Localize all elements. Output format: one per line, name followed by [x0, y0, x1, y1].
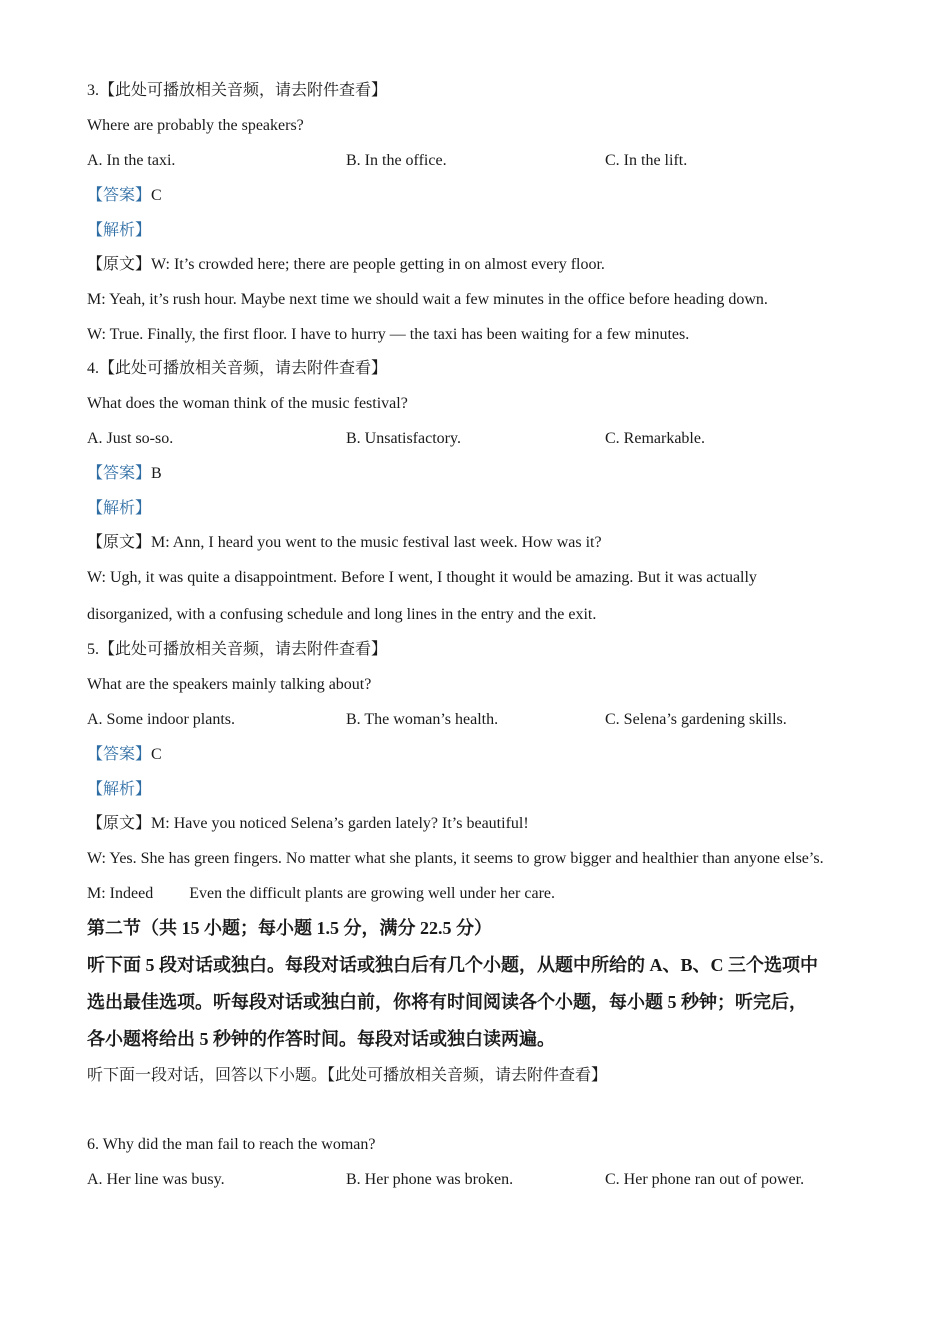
- answer-tag: 【答案】: [87, 746, 152, 763]
- q4-option-c: C. Remarkable.: [605, 430, 705, 447]
- q3-transcript-3: W: True. Finally, the first floor. I have to hurry — the taxi has been waiting for a few minutes.: [87, 326, 690, 343]
- answer-tag: 【答案】: [87, 187, 152, 204]
- q3-transcript-2: M: Yeah, it’s rush hour. Maybe next time we should wait a few minutes in the office before heading down.: [87, 291, 768, 308]
- section-instructions-3: 各小题将给出 5 秒钟的作答时间。每段对话或独白读两遍。: [87, 1029, 555, 1049]
- answer-value: C: [151, 746, 162, 763]
- q5-transcript-2: W: Yes. She has green fingers. No matter what she plants, it seems to grow bigger and healthier than anyone else’s.: [87, 850, 824, 867]
- q6-option-a: A. Her line was busy.: [87, 1171, 225, 1188]
- q4-analysis-tag: 【解析】: [87, 500, 152, 517]
- section-instructions-1: 听下面 5 段对话或独白。每段对话或独白后有几个小题，从题中所给的 A、B、C 三个选项中: [87, 955, 818, 975]
- transcript-text-a: M: Indeed: [87, 885, 154, 902]
- q6-option-b: B. Her phone was broken.: [346, 1171, 514, 1188]
- q4-option-a: A. Just so-so.: [87, 430, 174, 447]
- q4-transcript-1: [87, 533, 602, 553]
- transcript-text: M: Have you noticed Selena’s garden lately? It’s beautiful!: [151, 815, 529, 832]
- q4-question: What does the woman think of the music festival?: [87, 395, 408, 412]
- q4-header: 4.【此处可播放相关音频，请去附件查看】: [87, 360, 388, 377]
- q4-option-b: B. Unsatisfactory.: [346, 430, 461, 447]
- q5-answer: [87, 745, 162, 765]
- q5-header: 5.【此处可播放相关音频，请去附件查看】: [87, 641, 388, 658]
- transcript-tag: 【原文】: [87, 534, 152, 551]
- transcript-text: W: It’s crowded here; there are people getting in on almost every floor.: [151, 256, 605, 273]
- q3-analysis-tag: 【解析】: [87, 222, 152, 239]
- transcript-tag: 【原文】: [87, 256, 152, 273]
- q6-option-c: C. Her phone ran out of power.: [605, 1171, 805, 1188]
- q5-option-c: C. Selena’s gardening skills.: [605, 711, 787, 728]
- transcript-tag: 【原文】: [87, 815, 152, 832]
- q5-option-a: A. Some indoor plants.: [87, 711, 235, 728]
- section-intro: 听下面一段对话，回答以下小题。【此处可播放相关音频，请去附件查看】: [87, 1067, 608, 1084]
- q5-transcript-3: [87, 884, 555, 904]
- q3-option-c: C. In the lift.: [605, 152, 688, 169]
- q5-options: [87, 710, 867, 730]
- q5-transcript-1: [87, 814, 529, 834]
- q3-answer: [87, 186, 162, 206]
- q3-question: Where are probably the speakers?: [87, 117, 304, 134]
- transcript-text: M: Ann, I heard you went to the music festival last week. How was it?: [151, 534, 602, 551]
- answer-tag: 【答案】: [87, 465, 152, 482]
- answer-value: C: [151, 187, 162, 204]
- q5-analysis-tag: 【解析】: [87, 781, 152, 798]
- q3-header: 3.【此处可播放相关音频，请去附件查看】: [87, 82, 388, 99]
- q4-options: [87, 429, 867, 449]
- q5-question: What are the speakers mainly talking about?: [87, 676, 372, 693]
- q3-options: [87, 151, 867, 171]
- section-instructions-2: 选出最佳选项。听每段对话或独白前，你将有时间阅读各个小题，每小题 5 秒钟；听完后，: [87, 992, 807, 1012]
- section-title: 第二节（共 15 小题；每小题 1.5 分，满分 22.5 分）: [87, 918, 492, 938]
- transcript-text-b: Even the difficult plants are growing well under her care.: [189, 885, 555, 902]
- q4-transcript-3: disorganized, with a confusing schedule and long lines in the entry and the exit.: [87, 606, 597, 623]
- q6-question: 6. Why did the man fail to reach the woman?: [87, 1136, 376, 1153]
- answer-value: B: [151, 465, 162, 482]
- q4-answer: [87, 464, 162, 484]
- q6-options: [87, 1170, 867, 1190]
- q3-transcript-1: [87, 255, 605, 275]
- q4-transcript-2: W: Ugh, it was quite a disappointment. Before I went, I thought it would be amazing. But it was actually: [87, 569, 757, 586]
- q3-option-a: A. In the taxi.: [87, 152, 176, 169]
- q3-option-b: B. In the office.: [346, 152, 447, 169]
- q5-option-b: B. The woman’s health.: [346, 711, 499, 728]
